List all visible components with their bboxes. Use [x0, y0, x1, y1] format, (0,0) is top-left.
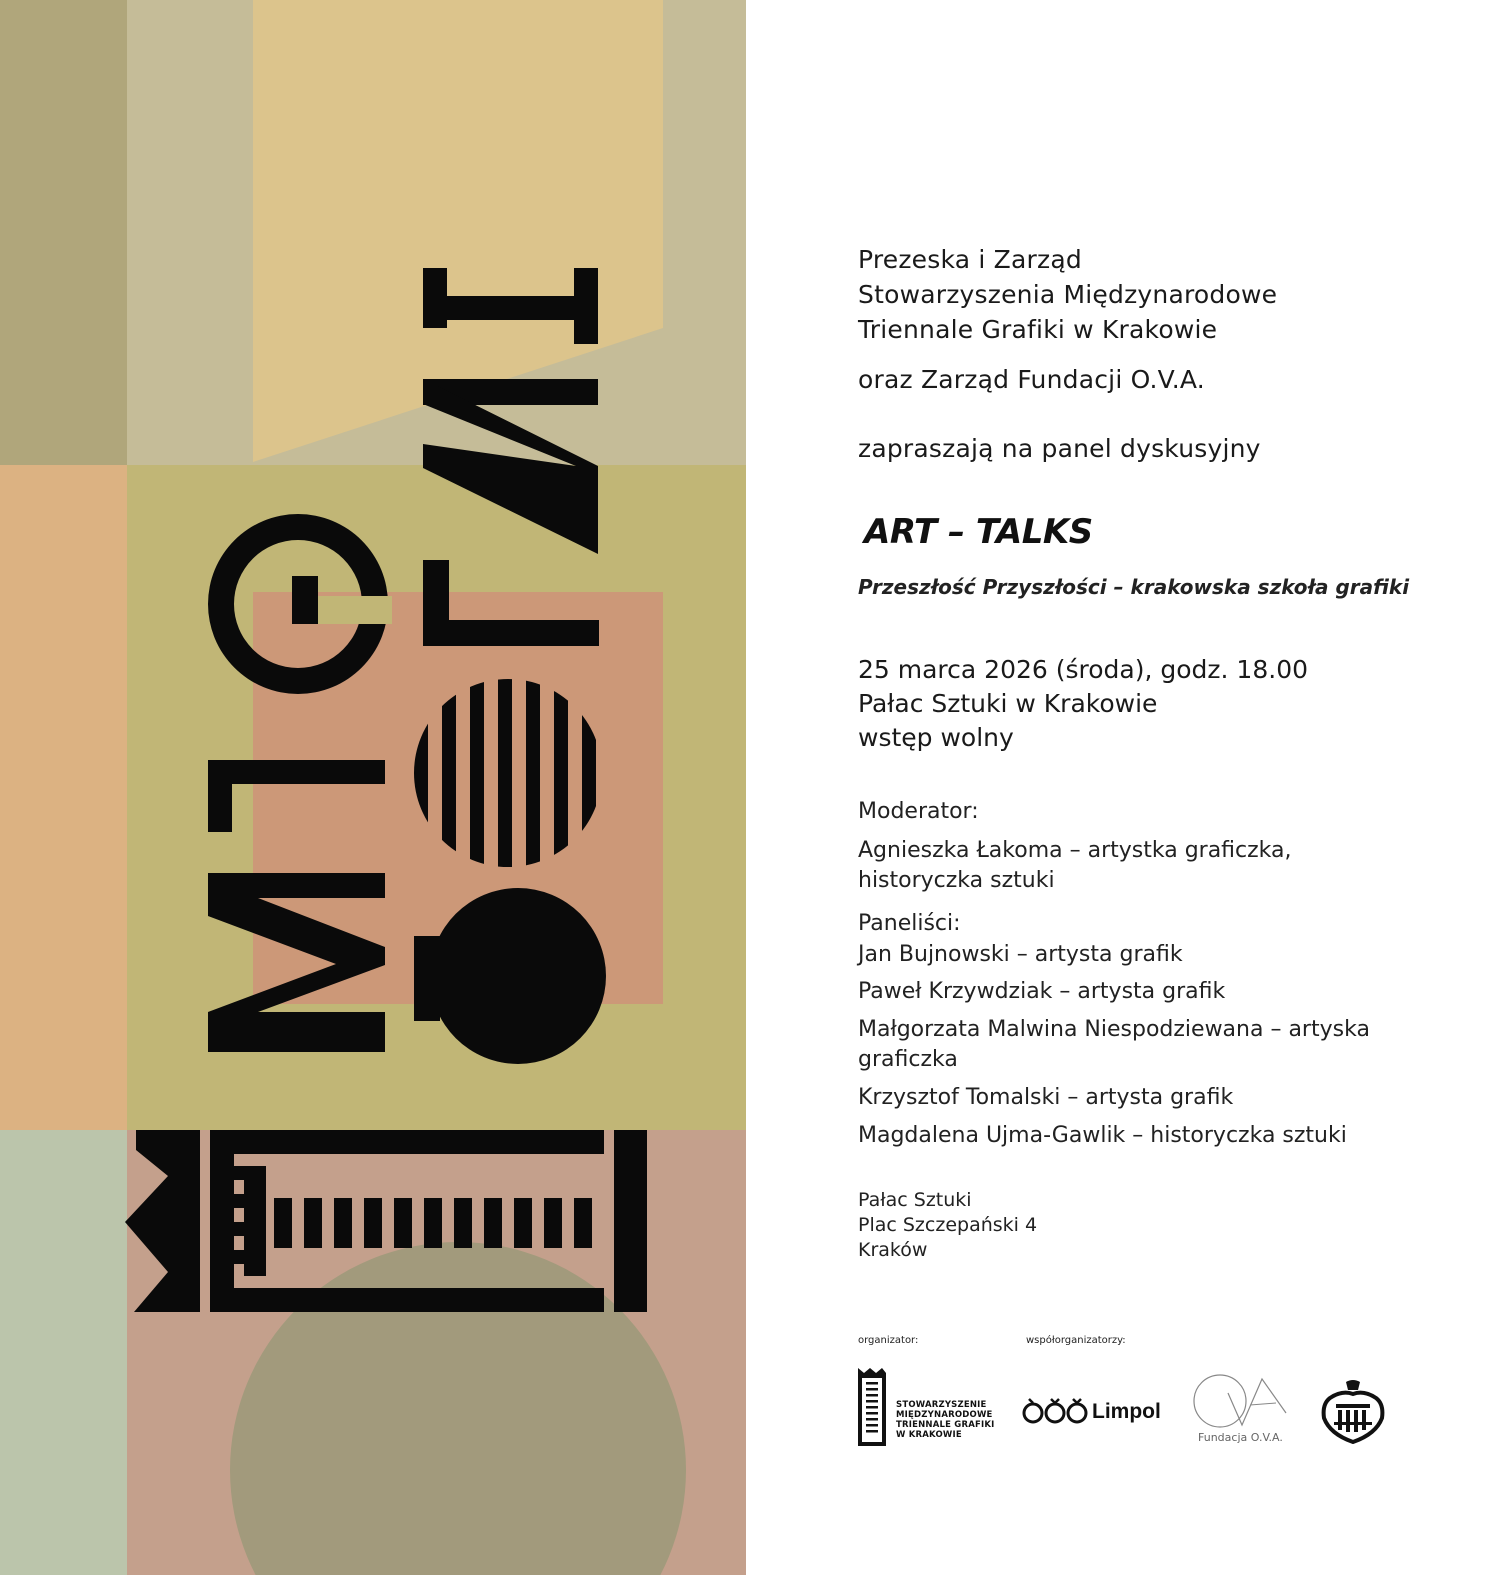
hosts-line: Stowarzyszenia Międzynarodowe: [858, 280, 1278, 309]
artwork-svg: [0, 0, 746, 1575]
crest-logo: [1320, 1378, 1388, 1446]
moderator-line: historyczka sztuki: [858, 868, 1055, 893]
smtg-line: STOWARZYSZENIE: [896, 1400, 987, 1410]
digit-six-bowl: [430, 888, 606, 1064]
panelists-label: Paneliści:: [858, 911, 961, 936]
letter-l-stem: [423, 620, 599, 646]
event-details: [858, 653, 1308, 755]
smtg-line: MIĘDZYNARODOWE: [896, 1410, 993, 1420]
ova-logo: [1192, 1373, 1292, 1445]
panelist-1: Jan Bujnowski – artysta grafik: [858, 942, 1183, 967]
hosts-block: [858, 242, 1277, 347]
digit-six-tail: [414, 936, 440, 1021]
panelist-3: Małgorzata Malwina Niespodziewana – artyska: [858, 1017, 1370, 1042]
hosts-line: Triennale Grafiki w Krakowie: [858, 315, 1218, 344]
co-host: oraz Zarząd Fundacji O.V.A.: [858, 365, 1205, 394]
address-line: Pałac Sztuki: [858, 1189, 972, 1211]
ova-mark-icon: [1192, 1373, 1288, 1431]
letter-t-stem: [208, 760, 232, 832]
block-sage: [0, 1130, 127, 1575]
smtg-line: TRIENNALE GRAFIKI: [896, 1420, 995, 1430]
block-olive: [0, 0, 127, 465]
event-subtitle: Przeszłość Przyszłości – krakowska szkoła grafiki: [858, 575, 1410, 599]
limpol-mark-icon: [1022, 1396, 1090, 1426]
g-crossbar: [292, 576, 318, 624]
artwork-panel: [0, 0, 746, 1575]
letter-t2-stem: [423, 296, 598, 320]
crest-icon: [1320, 1378, 1386, 1444]
panelist-2: Paweł Krzywdziak – artysta grafik: [858, 979, 1226, 1004]
event-venue: Pałac Sztuki w Krakowie: [858, 689, 1158, 718]
organizer-label: organizator:: [858, 1335, 919, 1346]
panelist-4: Krzysztof Tomalski – artysta grafik: [858, 1085, 1234, 1110]
smtg-logo-text: [896, 1400, 995, 1440]
letter-t2-top: [423, 268, 447, 328]
letter-l-foot: [423, 560, 449, 646]
panelist-3-cont: graficzka: [858, 1047, 958, 1072]
address-line: Plac Szczepański 4: [858, 1214, 1038, 1236]
panelist-5: Magdalena Ujma-Gawlik – historyczka sztuki: [858, 1123, 1347, 1148]
limpol-name: Limpol: [1092, 1400, 1161, 1423]
event-title: ART – TALKS: [864, 512, 1093, 552]
limpol-logo: [1022, 1394, 1162, 1430]
ova-caption: Fundacja O.V.A.: [1198, 1431, 1283, 1444]
moderator-line: Agnieszka Łakoma – artystka graficzka,: [858, 838, 1292, 863]
smtg-logo: [858, 1368, 998, 1448]
hosts-line: Prezeska i Zarząd: [858, 245, 1082, 274]
invite-line: zapraszają na panel dyskusyjny: [858, 434, 1261, 463]
letter-t-bar: [208, 760, 385, 784]
smtg-tower-icon: [858, 1368, 888, 1448]
moderator-block: [858, 836, 1292, 896]
smtg-line: W KRAKOWIE: [896, 1430, 962, 1440]
address-line: Kraków: [858, 1239, 928, 1261]
coorganizers-label: współorganizatorzy:: [1026, 1335, 1126, 1346]
event-admission: wstęp wolny: [858, 723, 1014, 752]
block-peach: [0, 465, 127, 1130]
address-block: [858, 1188, 1037, 1263]
event-date: 25 marca 2026 (środa), godz. 18.00: [858, 655, 1308, 684]
text-panel: [858, 0, 1458, 1575]
moderator-label: Moderator:: [858, 799, 979, 824]
